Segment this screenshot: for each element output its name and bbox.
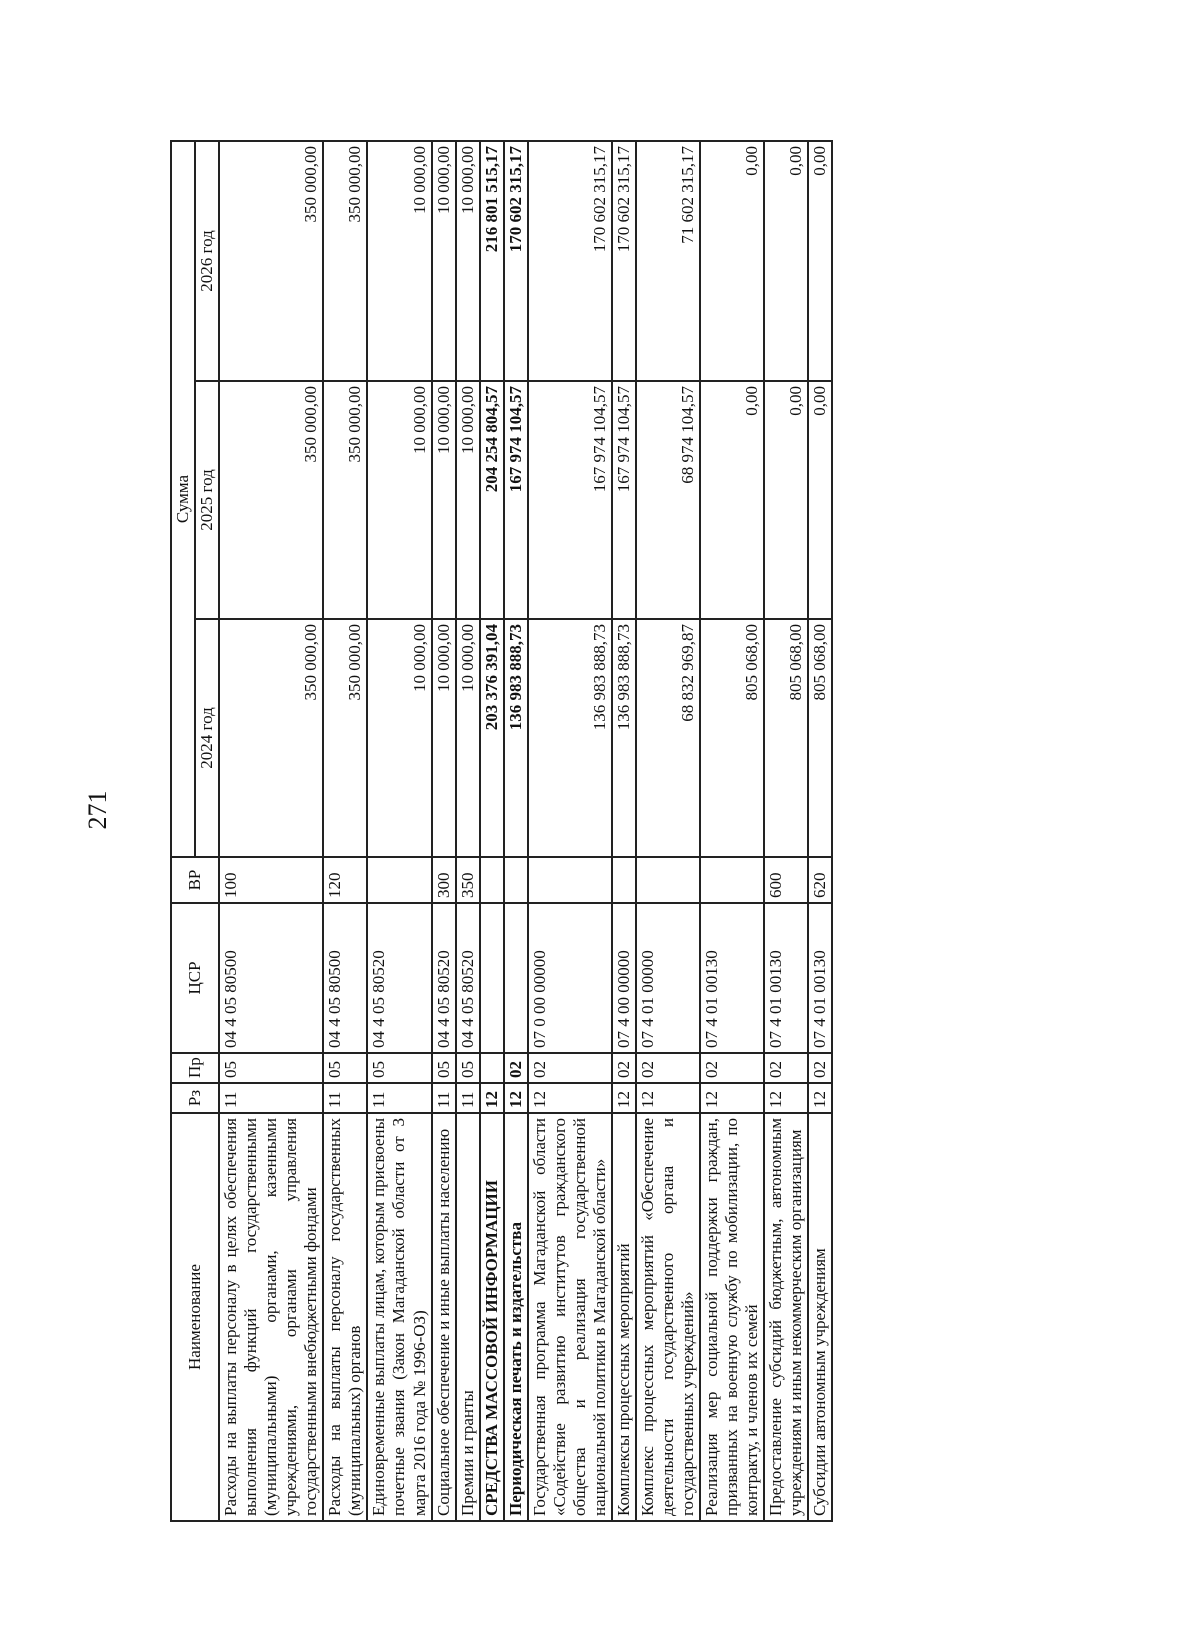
header-2025: 2025 год [195,381,219,619]
header-csr: ЦСР [171,903,219,1053]
cell-y2026: 0,00 [808,141,832,381]
cell-y2025: 167 974 104,57 [528,381,612,619]
cell-rz: 11 [219,1083,323,1113]
page-number: 271 [83,790,112,830]
cell-name: Реализация мер социальной поддержки граждан, призванных на военную службу по мобилизации, по контракту, и членов их семей [700,1113,764,1521]
cell-name: Единовременные выплаты лицам, которым присвоены почетные звания (Закон Магаданской области от 3 марта 2016 года № 1996-ОЗ) [367,1113,431,1521]
cell-csr: 04 4 05 80520 [367,903,431,1053]
cell-csr: 04 4 05 80520 [456,903,480,1053]
cell-y2026: 10 000,00 [432,141,456,381]
cell-y2024: 203 376 391,04 [480,619,504,857]
budget-table [170,140,833,1522]
budget-table-container [170,142,950,1522]
table-row [456,141,480,1521]
cell-name: СРЕДСТВА МАССОВОЙ ИНФОРМАЦИИ [480,1113,504,1521]
cell-pr: 02 [612,1053,636,1083]
cell-csr: 07 4 01 00130 [764,903,808,1053]
table-row [219,141,323,1521]
cell-y2025: 68 974 104,57 [636,381,700,619]
cell-y2024: 805 068,00 [700,619,764,857]
cell-vr [612,857,636,903]
cell-y2024: 136 983 888,73 [528,619,612,857]
cell-rz: 12 [808,1083,832,1113]
cell-rz: 12 [636,1083,700,1113]
header-vr: ВР [171,857,219,903]
cell-vr [504,857,528,903]
cell-y2025: 350 000,00 [219,381,323,619]
cell-name: Периодическая печать и издательства [504,1113,528,1521]
cell-csr: 07 4 01 00130 [808,903,832,1053]
cell-pr: 02 [636,1053,700,1083]
cell-y2024: 350 000,00 [323,619,367,857]
table-row [432,141,456,1521]
cell-y2024: 350 000,00 [219,619,323,857]
cell-vr [700,857,764,903]
header-2024: 2024 год [195,619,219,857]
cell-vr: 600 [764,857,808,903]
table-row [700,141,764,1521]
cell-y2025: 0,00 [700,381,764,619]
cell-y2024: 136 983 888,73 [612,619,636,857]
cell-y2024: 805 068,00 [808,619,832,857]
cell-vr: 350 [456,857,480,903]
cell-csr [480,903,504,1053]
cell-csr: 07 4 00 00000 [612,903,636,1053]
cell-name: Предоставление субсидий бюджетным, автономным учреждениям и иным некоммерческим организациям [764,1113,808,1521]
header-row-1 [171,141,195,1521]
cell-name: Расходы на выплаты персоналу в целях обеспечения выполнения функций государственными (муниципальными) органами, казенными учреждениями, органами управления государственными внебюджетными фондами [219,1113,323,1521]
cell-y2025: 167 974 104,57 [504,381,528,619]
cell-vr [528,857,612,903]
cell-pr: 02 [764,1053,808,1083]
cell-csr: 04 4 05 80500 [323,903,367,1053]
cell-name: Субсидии автономным учреждениям [808,1113,832,1521]
cell-y2025: 10 000,00 [367,381,431,619]
cell-y2025: 204 254 804,57 [480,381,504,619]
cell-y2024: 136 983 888,73 [504,619,528,857]
cell-vr: 620 [808,857,832,903]
table-row [367,141,431,1521]
table-row [764,141,808,1521]
cell-y2026: 170 602 315,17 [504,141,528,381]
cell-csr: 04 4 05 80500 [219,903,323,1053]
cell-pr: 02 [808,1053,832,1083]
header-sum: Сумма [171,141,195,857]
cell-rz: 11 [367,1083,431,1113]
cell-rz: 12 [504,1083,528,1113]
cell-csr [504,903,528,1053]
cell-csr: 07 4 01 00130 [700,903,764,1053]
table-row [323,141,367,1521]
cell-y2026: 216 801 515,17 [480,141,504,381]
cell-csr: 04 4 05 80520 [432,903,456,1053]
cell-pr [480,1053,504,1083]
cell-pr: 02 [504,1053,528,1083]
cell-y2026: 350 000,00 [219,141,323,381]
cell-y2025: 0,00 [808,381,832,619]
header-name: Наименование [171,1113,219,1521]
cell-name: Комплексы процессных мероприятий [612,1113,636,1521]
cell-name: Премии и гранты [456,1113,480,1521]
cell-y2024: 10 000,00 [456,619,480,857]
cell-vr: 120 [323,857,367,903]
cell-rz: 12 [764,1083,808,1113]
cell-pr: 05 [323,1053,367,1083]
cell-y2025: 167 974 104,57 [612,381,636,619]
cell-name: Социальное обеспечение и иные выплаты населению [432,1113,456,1521]
cell-name: Комплекс процессных мероприятий «Обеспечение деятельности государственного органа и государственных учреждений» [636,1113,700,1521]
table-row [480,141,504,1521]
cell-rz: 11 [323,1083,367,1113]
table-row [612,141,636,1521]
cell-y2025: 350 000,00 [323,381,367,619]
header-rz: Рз [171,1083,219,1113]
cell-rz: 12 [480,1083,504,1113]
table-row [528,141,612,1521]
table-body [219,141,832,1521]
cell-pr: 05 [367,1053,431,1083]
cell-y2025: 0,00 [764,381,808,619]
cell-y2026: 10 000,00 [367,141,431,381]
cell-y2026: 170 602 315,17 [528,141,612,381]
cell-y2024: 805 068,00 [764,619,808,857]
cell-rz: 12 [528,1083,612,1113]
cell-rz: 11 [456,1083,480,1113]
cell-y2026: 350 000,00 [323,141,367,381]
table-row [808,141,832,1521]
cell-pr: 05 [456,1053,480,1083]
cell-rz: 11 [432,1083,456,1113]
cell-y2025: 10 000,00 [456,381,480,619]
cell-y2025: 10 000,00 [432,381,456,619]
cell-y2024: 68 832 969,87 [636,619,700,857]
cell-y2026: 71 602 315,17 [636,141,700,381]
cell-name: Государственная программа Магаданской области «Содействие развитию институтов гражданского общества и реализация государственной национальной политики в Магаданской области» [528,1113,612,1521]
cell-name: Расходы на выплаты персоналу государственных (муниципальных) органов [323,1113,367,1521]
cell-vr [367,857,431,903]
header-pr: Пр [171,1053,219,1083]
cell-vr: 300 [432,857,456,903]
header-2026: 2026 год [195,141,219,381]
cell-y2026: 0,00 [700,141,764,381]
cell-y2026: 170 602 315,17 [612,141,636,381]
cell-csr: 07 0 00 00000 [528,903,612,1053]
cell-rz: 12 [700,1083,764,1113]
cell-pr: 02 [700,1053,764,1083]
table-row [636,141,700,1521]
cell-vr: 100 [219,857,323,903]
cell-csr: 07 4 01 00000 [636,903,700,1053]
cell-pr: 02 [528,1053,612,1083]
cell-vr [480,857,504,903]
table-row [504,141,528,1521]
cell-rz: 12 [612,1083,636,1113]
cell-pr: 05 [432,1053,456,1083]
cell-y2024: 10 000,00 [367,619,431,857]
cell-y2026: 0,00 [764,141,808,381]
cell-pr: 05 [219,1053,323,1083]
cell-vr [636,857,700,903]
cell-y2024: 10 000,00 [432,619,456,857]
cell-y2026: 10 000,00 [456,141,480,381]
